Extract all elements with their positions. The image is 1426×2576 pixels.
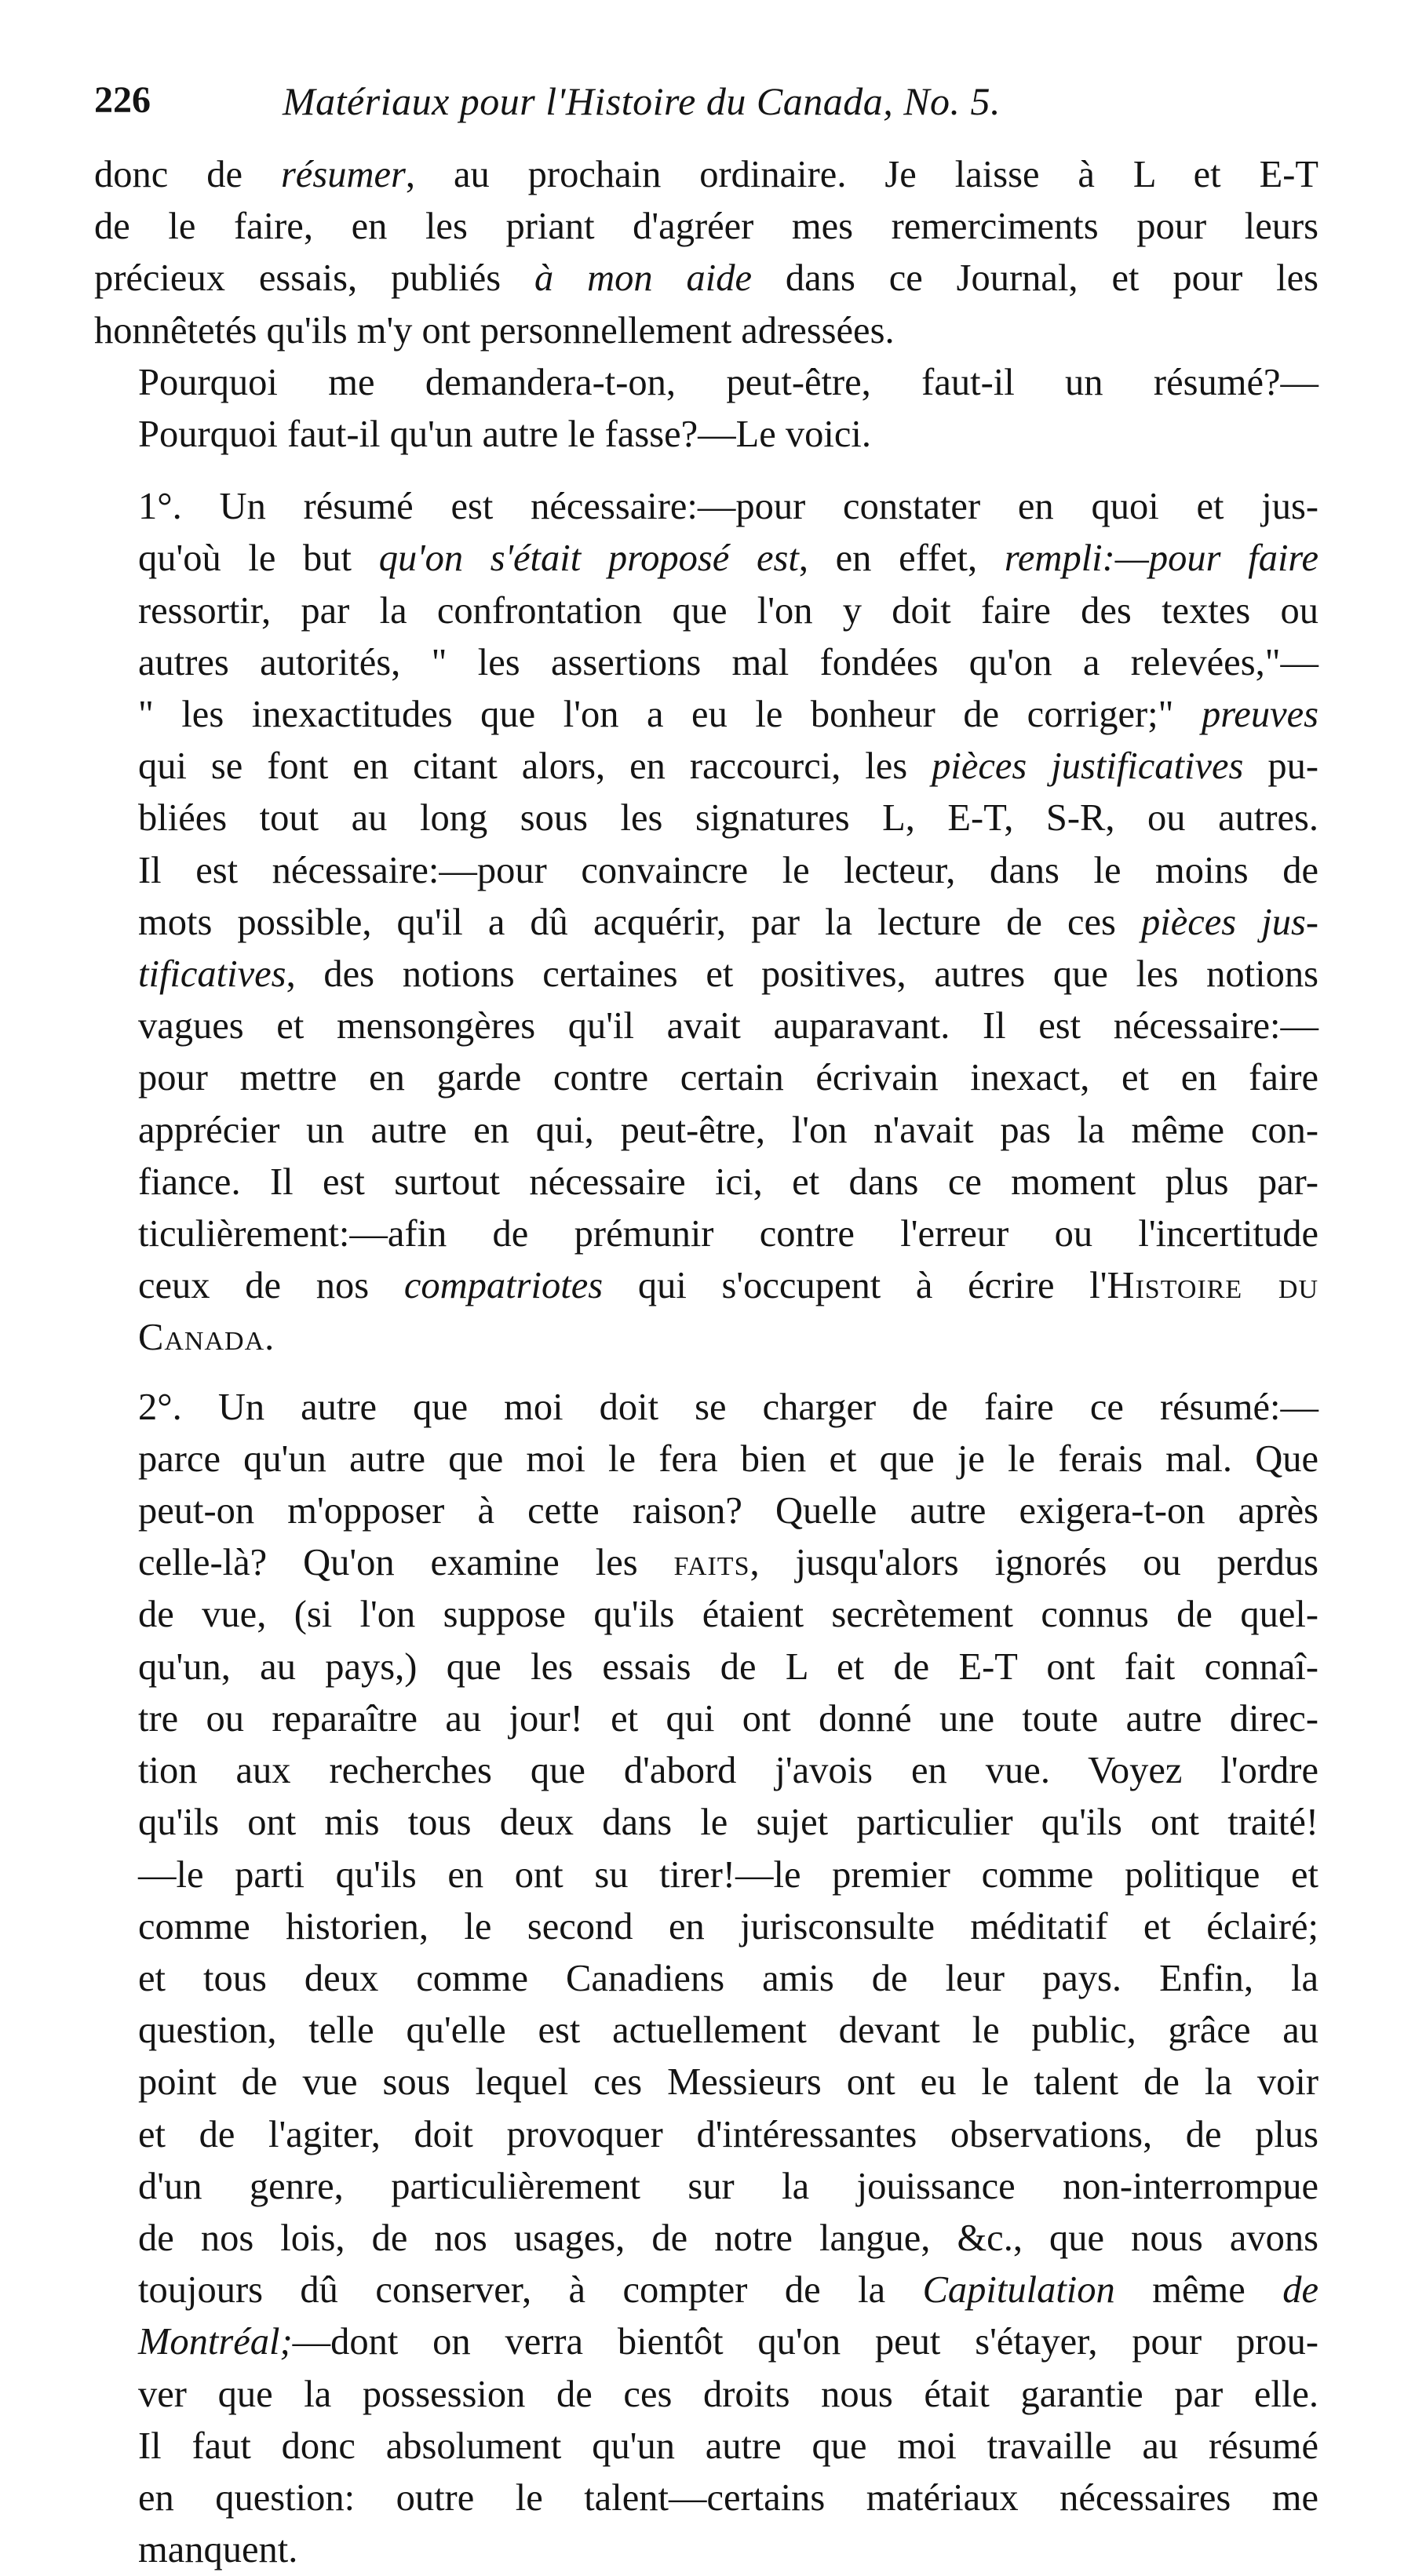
italic-text: rempli:—pour faire (1004, 537, 1319, 580)
text-line: et de l'agiter, doit provoquer d'intéressantes observations, de plus (138, 2113, 1318, 2155)
text-line: qu'ils ont mis tous deux dans le sujet particulier qu'ils ont traité! (138, 1802, 1318, 1844)
paragraph-4 (94, 1382, 1318, 2576)
running-title: Matériaux pour l'Histoire du Canada, No. 5. (283, 79, 1001, 123)
italic-text: pièces justificatives (932, 745, 1244, 788)
italic-text: à mon aide (534, 257, 753, 300)
text-line: " les inexactitudes que l'on a eu le bonheur de corriger;" preuves (138, 694, 1318, 736)
italic-text: tificatives (138, 953, 286, 996)
text-line: comme historien, le second en jurisconsulte méditatif et éclairé; (138, 1905, 1318, 1947)
italic-text: résumer (280, 154, 406, 195)
text-line: tion aux recherches que d'abord j'avois en vue. Voyez l'ordre (138, 1750, 1318, 1792)
page-number: 226 (94, 79, 151, 121)
text-line: toujours dû conserver, à compter de la Capitulation même de (138, 2269, 1318, 2312)
italic-text: de (1282, 2269, 1318, 2312)
italic-text: qu'on s'était proposé est (378, 537, 799, 580)
text-line: qui se font en citant alors, en raccourci, les pièces justificatives pu- (138, 745, 1318, 788)
text-line: honnêtetés qu'ils m'y ont personnellement adressées. (94, 309, 895, 352)
text-line: qu'où le but qu'on s'était proposé est, en effet, rempli:—pour faire (138, 537, 1319, 580)
text-line: d'un genre, particulièrement sur la jouissance non-interrompue (138, 2165, 1318, 2207)
text-line: parce qu'un autre que moi le fera bien et que je le ferais mal. Que (138, 1437, 1318, 1480)
running-head (94, 78, 1318, 149)
text-line: donc de résumer, au prochain ordinaire. Je laisse à L et E-T (94, 154, 1318, 195)
text-line: Pourquoi faut-il qu'un autre le fasse?—Le voici. (138, 414, 872, 456)
text-line: en question: outre le talent—certains matériaux nécessaires me (138, 2476, 1318, 2519)
small-caps-text: Canada (138, 1317, 265, 1359)
text-line: point de vue sous lequel ces Messieurs ont eu le talent de la voir (138, 2061, 1318, 2104)
book-page (94, 78, 1318, 2576)
text-line: —le parti qu'ils en ont su tirer!—le premier comme politique et (138, 1853, 1318, 1896)
text-line: autres autorités, " les assertions mal fondées qu'on a relevées,"— (138, 641, 1318, 683)
text-line: de vue, (si l'on suppose qu'ils étaient secrètement connus de quel- (138, 1594, 1318, 1636)
text-line: ressortir, par la confrontation que l'on y doit faire des textes ou (138, 589, 1318, 632)
text-line: de nos lois, de nos usages, de notre langue, &c., que nous avons (138, 2217, 1318, 2259)
paragraph-1 (94, 149, 1318, 357)
italic-text: compatriotes (403, 1265, 604, 1307)
text-line: pour mettre en garde contre certain écrivain inexact, et en faire (138, 1057, 1318, 1099)
text-line: et tous deux comme Canadiens amis de leur pays. Enfin, la (138, 1957, 1318, 1999)
text-line: ceux de nos compatriotes qui s'occupent à écrire l'Histoire du (138, 1265, 1318, 1307)
paragraph-2 (94, 357, 1318, 461)
text-line: Il faut donc absolument qu'un autre que moi travaille au résumé (138, 2425, 1318, 2467)
italic-text: Capitulation (922, 2269, 1115, 2312)
text-line: bliées tout au long sous les signatures L, E-T, S-R, ou autres. (138, 797, 1318, 840)
text-line: apprécier un autre en qui, peut-être, l'on n'avait pas la même con- (138, 1109, 1318, 1151)
small-caps-text: faits (673, 1542, 750, 1584)
text-line: vagues et mensongères qu'il avait auparavant. Il est nécessaire:— (138, 1005, 1318, 1048)
text-line: 1°. Un résumé est nécessaire:—pour constater en quoi et jus- (138, 486, 1318, 528)
text-line: ticulièrement:—afin de prémunir contre l'erreur ou l'incertitude (138, 1213, 1318, 1255)
paragraph-3 (94, 481, 1318, 1364)
text-line: tre ou reparaître au jour! et qui ont donné une toute autre direc- (138, 1697, 1318, 1740)
text-line: manquent. (138, 2529, 298, 2571)
italic-text: preuves (1201, 694, 1318, 736)
text-line: qu'un, au pays,) que les essais de L et de E-T ont fait connaî- (138, 1645, 1318, 1688)
text-line: tificatives, des notions certaines et positives, autres que les notions (138, 953, 1318, 996)
text-line: mots possible, qu'il a dû acquérir, par la lecture de ces pièces jus- (138, 901, 1318, 943)
text-line: fiance. Il est surtout nécessaire ici, et dans ce moment plus par- (138, 1160, 1318, 1203)
text-line: de le faire, en les priant d'agréer mes remerciments pour leurs (94, 206, 1318, 248)
italic-text: pièces jus- (1141, 901, 1318, 943)
text-line: Pourquoi me demandera-t-on, peut-être, faut-il un résumé?— (138, 361, 1318, 403)
small-caps-text: Histoire du (1107, 1265, 1318, 1307)
text-line: Il est nécessaire:—pour convaincre le lecteur, dans le moins de (138, 849, 1318, 891)
text-line: Canada. (138, 1317, 275, 1359)
text-line: ver que la possession de ces droits nous était garantie par elle. (138, 2373, 1318, 2415)
body-text (94, 149, 1318, 2576)
italic-text: Montréal; (138, 2321, 293, 2363)
text-line: Montréal;—dont on verra bientôt qu'on peut s'étayer, pour prou- (138, 2321, 1318, 2363)
text-line: précieux essais, publiés à mon aide dans ce Journal, et pour les (94, 257, 1318, 300)
text-line: celle-là? Qu'on examine les faits, jusqu'alors ignorés ou perdus (138, 1542, 1318, 1584)
text-line: 2°. Un autre que moi doit se charger de faire ce résumé:— (138, 1386, 1318, 1428)
text-line: peut-on m'opposer à cette raison? Quelle autre exigera-t-on après (138, 1490, 1318, 1532)
text-line: question, telle qu'elle est actuellement devant le public, grâce au (138, 2009, 1318, 2052)
